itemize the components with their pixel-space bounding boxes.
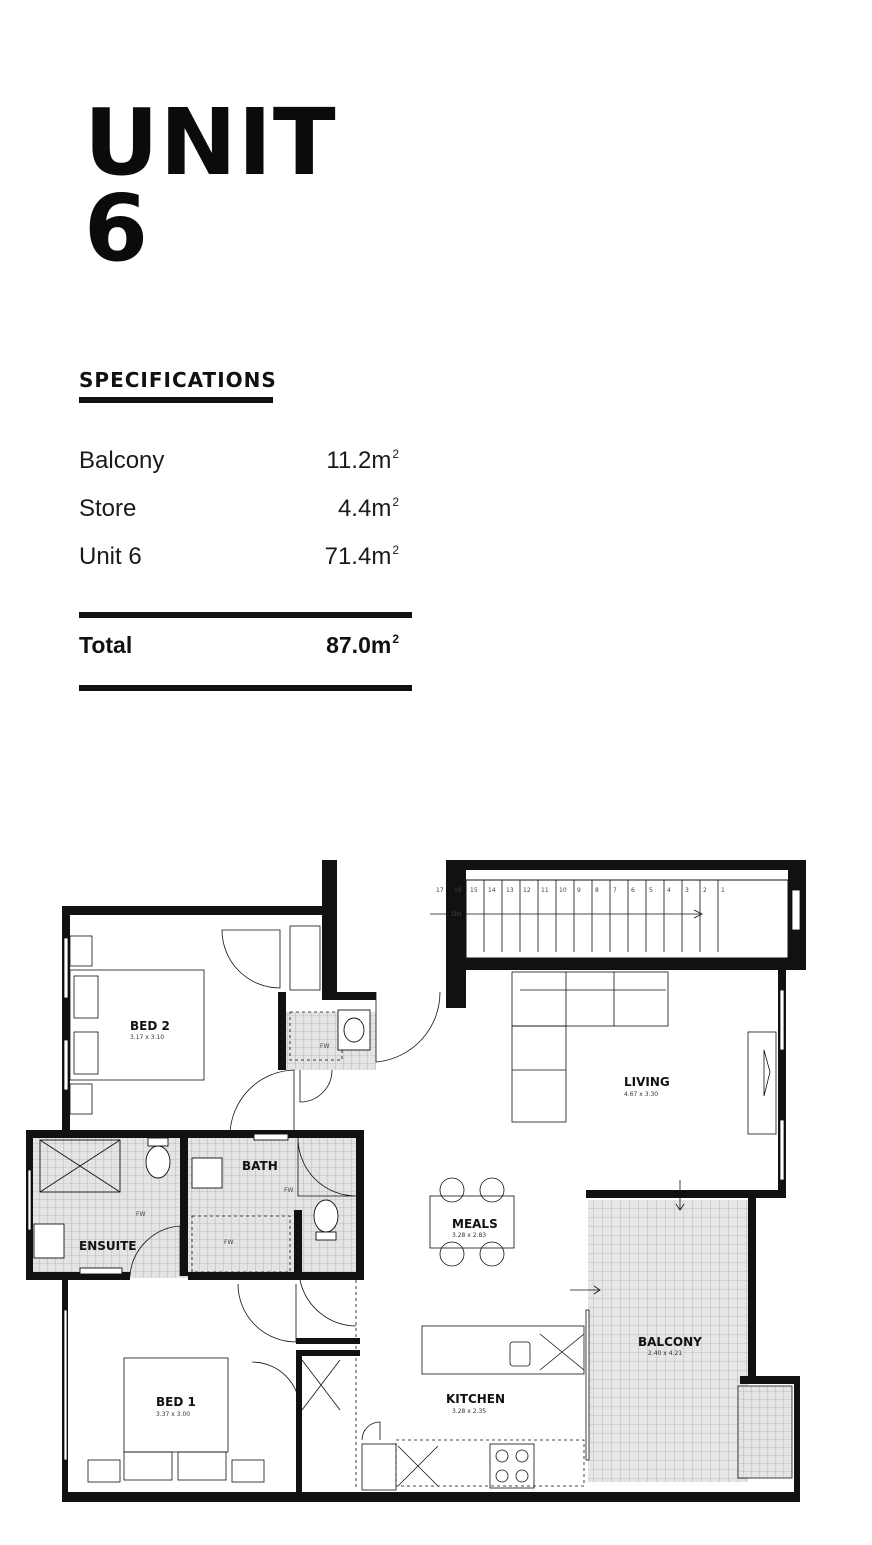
room-label-bed1: BED 1 <box>156 1395 196 1409</box>
spec-value-unit: 2 <box>392 495 399 509</box>
spec-value-number: 4.4m <box>337 495 392 522</box>
spec-label: Balcony <box>79 447 165 474</box>
floor-waste-ensuite: FW <box>136 1211 146 1218</box>
wet-area-tiles <box>28 1136 358 1278</box>
total-value <box>326 632 399 659</box>
room-dims-bed2: 3.17 x 3.10 <box>130 1034 165 1041</box>
stair-step-14: 14 <box>488 887 496 894</box>
spec-label: Store <box>79 495 137 522</box>
floor-waste-shower: FW <box>224 1239 234 1246</box>
stair-step-9: 9 <box>577 887 581 894</box>
stair-step-17: 17 <box>436 887 444 894</box>
floor-plan <box>0 840 872 1520</box>
spec-value <box>338 495 399 523</box>
stair-step-8: 8 <box>595 887 599 894</box>
spec-row-total <box>79 632 399 666</box>
total-rule-bottom <box>79 685 412 691</box>
spec-value <box>326 447 399 475</box>
spec-value-unit: 2 <box>392 543 399 557</box>
stair-step-15: 15 <box>470 887 478 894</box>
unit-title-line1: UNIT <box>84 89 337 196</box>
stair-step-16: 16 <box>454 887 462 894</box>
specifications-heading: SPECIFICATIONS <box>79 368 277 392</box>
stair-step-7: 7 <box>613 887 617 894</box>
spec-value-unit: 2 <box>392 447 399 461</box>
stair-step-12: 12 <box>523 887 531 894</box>
stair-step-5: 5 <box>649 887 653 894</box>
total-value-unit: 2 <box>392 632 399 646</box>
unit-title <box>84 89 337 282</box>
spec-row-balcony <box>79 447 399 481</box>
stair-step-3: 3 <box>685 887 689 894</box>
room-label-bath: BATH <box>242 1159 278 1173</box>
room-label-meals: MEALS <box>452 1217 498 1231</box>
room-dims-living: 4.67 x 3.30 <box>624 1091 659 1098</box>
room-dims-kitchen: 3.28 x 2.35 <box>452 1408 487 1415</box>
stair-step-1: 1 <box>721 887 725 894</box>
room-label-kitchen: KITCHEN <box>446 1392 506 1406</box>
room-label-balcony: BALCONY <box>638 1335 702 1349</box>
stair-step-10: 10 <box>559 887 567 894</box>
total-label: Total <box>79 632 133 658</box>
room-label-living: LIVING <box>624 1075 670 1089</box>
floor-waste-laundry: FW <box>320 1043 330 1050</box>
room-dims-meals: 3.28 x 2.83 <box>452 1232 487 1239</box>
stair-step-13: 13 <box>506 887 514 894</box>
room-dims-balcony: 2.40 x 4.21 <box>648 1350 683 1357</box>
room-dims-bed1: 3.37 x 3.00 <box>156 1411 191 1418</box>
spec-value-number: 11.2m <box>326 447 392 474</box>
stair <box>430 880 788 958</box>
stair-step-2: 2 <box>703 887 707 894</box>
spec-row-store <box>79 495 399 529</box>
total-rule-top <box>79 612 412 618</box>
spec-value-number: 71.4m <box>324 543 392 570</box>
room-label-bed2: BED 2 <box>130 1019 170 1033</box>
stair-dn-label: DN <box>452 911 462 918</box>
floor-waste-bath: FW <box>284 1187 294 1194</box>
stair-step-6: 6 <box>631 887 635 894</box>
stair-step-4: 4 <box>667 887 671 894</box>
room-label-ensuite: ENSUITE <box>79 1239 137 1253</box>
heading-underline <box>79 397 273 403</box>
stair-step-11: 11 <box>541 887 549 894</box>
total-value-number: 87.0m <box>326 632 392 658</box>
spec-label: Unit 6 <box>79 543 142 570</box>
spec-row-unit <box>79 543 399 577</box>
spec-value <box>325 543 399 571</box>
unit-title-line2: 6 <box>84 175 150 282</box>
